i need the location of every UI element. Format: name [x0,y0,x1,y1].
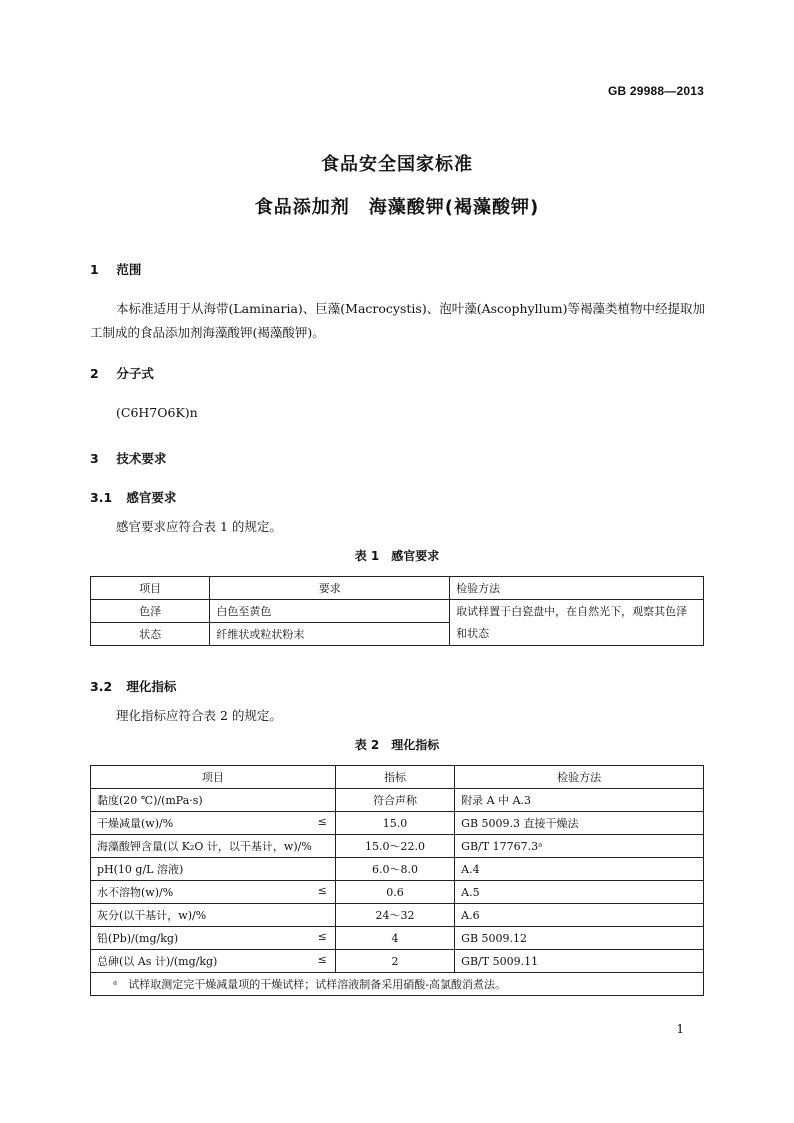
item-label: 海藻酸钾含量(以 K₂O 计，以干基计，w)/% [97,840,312,853]
item-cell: 状态 [91,623,210,646]
table-row [91,600,704,623]
value-cell: 24～32 [335,904,454,927]
section-1-heading [90,260,141,278]
section-title: 分子式 [116,366,154,381]
requirement-cell: 白色至黄色 [210,600,450,623]
method-cell: 取试样置于白瓷盘中，在自然光下，观察其色泽和状态 [450,600,704,646]
table-row [91,904,704,927]
value-cell: 6.0～8.0 [335,858,454,881]
item-label: 总砷(以 As 计)/(mg/kg) [97,955,218,968]
value-cell: 15.0 [335,812,454,835]
item-cell [91,858,336,881]
section-3-2-heading [90,677,176,695]
method-cell: GB 5009.12 [455,927,704,950]
table-row [91,881,704,904]
sensory-table [90,576,704,646]
value-cell: 15.0～22.0 [335,835,454,858]
section-number: 3 [90,451,99,466]
value-cell: 4 [335,927,454,950]
header-cell: 要求 [210,577,450,600]
item-label: pH(10 g/L 溶液) [97,863,184,876]
header-cell: 项目 [91,577,210,600]
item-cell [91,789,336,812]
item-cell: 色泽 [91,600,210,623]
header-cell: 检验方法 [455,766,704,789]
item-label: 水不溶物(w)/% [97,886,174,899]
page-number: 1 [676,1022,684,1036]
item-label: 黏度(20 ℃)/(mPa·s) [97,794,203,807]
method-cell: 附录 A 中 A.3 [455,789,704,812]
table-row [91,789,704,812]
item-cell [91,881,336,904]
item-cell [91,950,336,973]
section-3-1-heading [90,488,176,506]
method-cell: GB/T 17767.3ᵃ [455,835,704,858]
document-title: 食品安全国家标准 [321,154,473,175]
method-cell: A.5 [455,881,704,904]
header-cell: 检验方法 [450,577,704,600]
sensory-intro: 感官要求应符合表 1 的规定。 [116,519,282,534]
method-cell: A.6 [455,904,704,927]
item-cell [91,927,336,950]
table-1-caption: 表 1 感官要求 [354,549,440,563]
table-2-caption: 表 2 理化指标 [354,738,440,752]
item-cell [91,835,336,858]
document-subtitle: 食品添加剂 海藻酸钾(褐藻酸钾) [254,197,540,218]
value-cell: 0.6 [335,881,454,904]
table-row [91,950,704,973]
header-cell: 项目 [91,766,336,789]
physicochemical-table [90,765,704,996]
leq-symbol: ≤ [317,884,327,897]
value-cell: 符合声称 [335,789,454,812]
requirement-cell: 纤维状或粒状粉末 [210,623,450,646]
section-title: 范围 [116,262,142,277]
leq-symbol: ≤ [317,953,327,966]
table-header-row [91,766,704,789]
table-footnote: ᵃ 试样取测定完干燥减量项的干燥试样；试样溶液制备采用硝酸-高氯酸消煮法。 [91,973,704,996]
standard-code: GB 29988—2013 [608,84,704,98]
table-header-row [91,577,704,600]
table-row [91,812,704,835]
scope-paragraph: 本标准适用于从海带(Laminaria)、巨藻(Macrocystis)、泡叶藻(Ascophyllum)等褐藻类植物中经提取加工制成的食品添加剂海藻酸钾(褐藻酸钾)。 [90,301,705,340]
method-cell: A.4 [455,858,704,881]
leq-symbol: ≤ [317,815,327,828]
section-title: 感官要求 [126,490,177,505]
table-row [91,835,704,858]
section-number: 3.1 [90,490,113,505]
item-label: 灰分(以干基计，w)/% [97,909,207,922]
physicochemical-intro: 理化指标应符合表 2 的规定。 [116,708,282,723]
section-title: 技术要求 [116,451,167,466]
section-2-heading [90,364,154,382]
section-title: 理化指标 [126,679,177,694]
item-label: 干燥减量(w)/% [97,817,174,830]
method-cell: GB 5009.3 直接干燥法 [455,812,704,835]
table-row [91,858,704,881]
table-footnote-row [91,973,704,996]
section-number: 2 [90,366,99,381]
item-label: 铅(Pb)/(mg/kg) [97,932,179,945]
item-cell [91,904,336,927]
table-row [91,927,704,950]
molecular-formula: (C6H7O6K)n [116,405,198,420]
section-3-heading [90,449,166,467]
header-cell: 指标 [335,766,454,789]
method-cell: GB/T 5009.11 [455,950,704,973]
item-cell [91,812,336,835]
section-number: 3.2 [90,679,113,694]
section-number: 1 [90,262,99,277]
leq-symbol: ≤ [317,930,327,943]
value-cell: 2 [335,950,454,973]
